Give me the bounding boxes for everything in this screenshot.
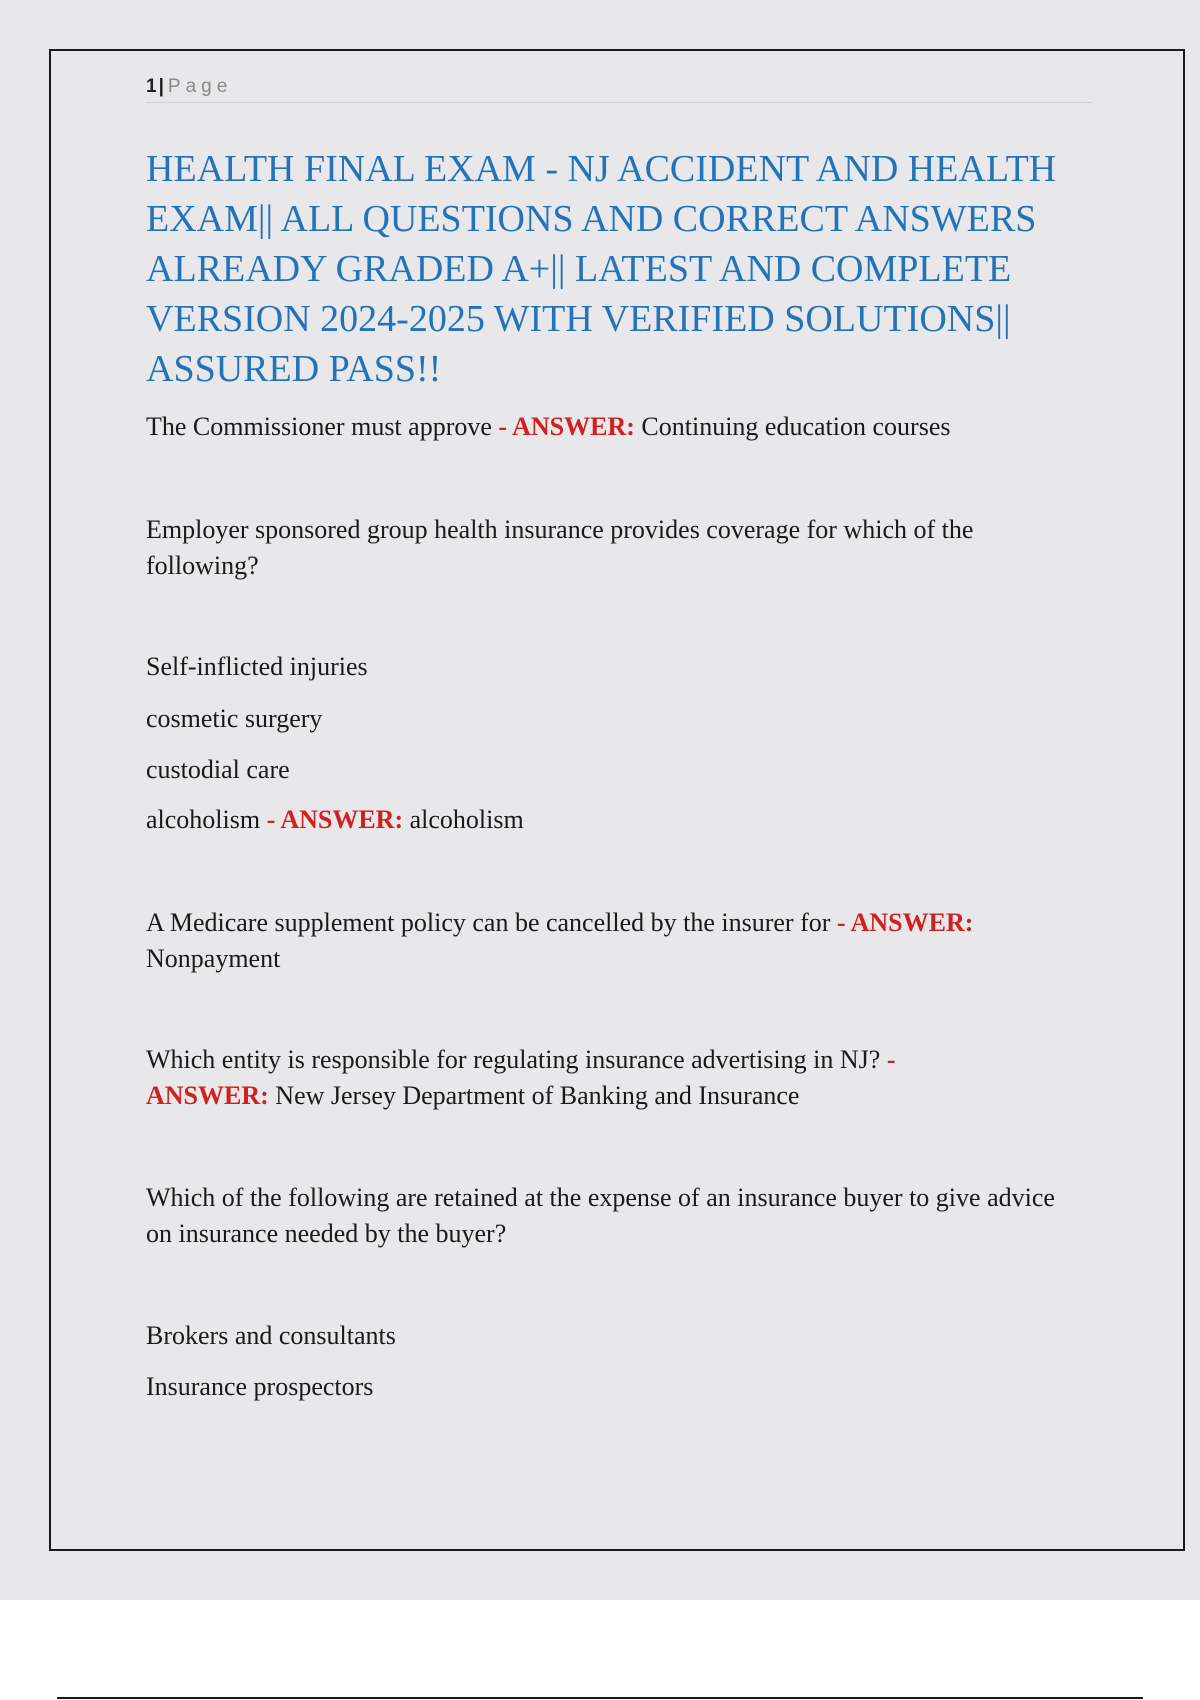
page-label: Page (167, 76, 233, 97)
answer-label: ANSWER: (146, 1081, 269, 1110)
question-4-text: Which entity is responsible for regulating insurance advertising in NJ? (146, 1045, 887, 1074)
question-1-text: The Commissioner must approve (146, 412, 499, 441)
answer-2-text: alcoholism (403, 805, 524, 834)
option-item: custodial care (146, 755, 290, 784)
question-5: Which of the following are retained at the expense of an insurance buyer to give advice on insurance needed by the buyer? (146, 1183, 1055, 1248)
question-3-text: A Medicare supplement policy can be cancelled by the insurer for (146, 908, 837, 937)
answer-3-text: Nonpayment (146, 944, 281, 973)
answer-marker: - ANSWER: (498, 412, 635, 441)
option-item: Insurance prospectors (146, 1372, 374, 1401)
question-1 (146, 409, 1086, 445)
next-page-rule (57, 1697, 1143, 1699)
option-item: cosmetic surgery (146, 704, 323, 733)
page-number: 1 (146, 76, 157, 97)
question-2: Employer sponsored group health insurance provides coverage for which of the following? (146, 515, 974, 580)
header-separator: | (158, 76, 164, 97)
answer-1-text: Continuing education courses (634, 412, 951, 441)
document-title: HEALTH FINAL EXAM - NJ ACCIDENT AND HEALTH EXAM|| ALL QUESTIONS AND CORRECT ANSWERS ALREADY GRADED A+|| LATEST AND COMPLETE VERSION 2024-2025 WITH VERIFIED SOLUTIONS|| ASSURED PASS!! (146, 148, 1057, 390)
answer-4-text: New Jersey Department of Banking and Insurance (268, 1081, 800, 1110)
option-item: Self-inflicted injuries (146, 652, 368, 681)
answer-marker: - ANSWER: (266, 805, 404, 834)
question-4 (146, 1042, 1086, 1114)
answer-marker: - ANSWER: (836, 908, 974, 937)
option-item: alcoholism (146, 805, 267, 834)
question-3 (146, 905, 1086, 977)
answer-dash: - (886, 1045, 896, 1074)
option-item: Brokers and consultants (146, 1321, 396, 1350)
page-header (146, 74, 1092, 103)
question-2-answer-line (146, 802, 1086, 838)
